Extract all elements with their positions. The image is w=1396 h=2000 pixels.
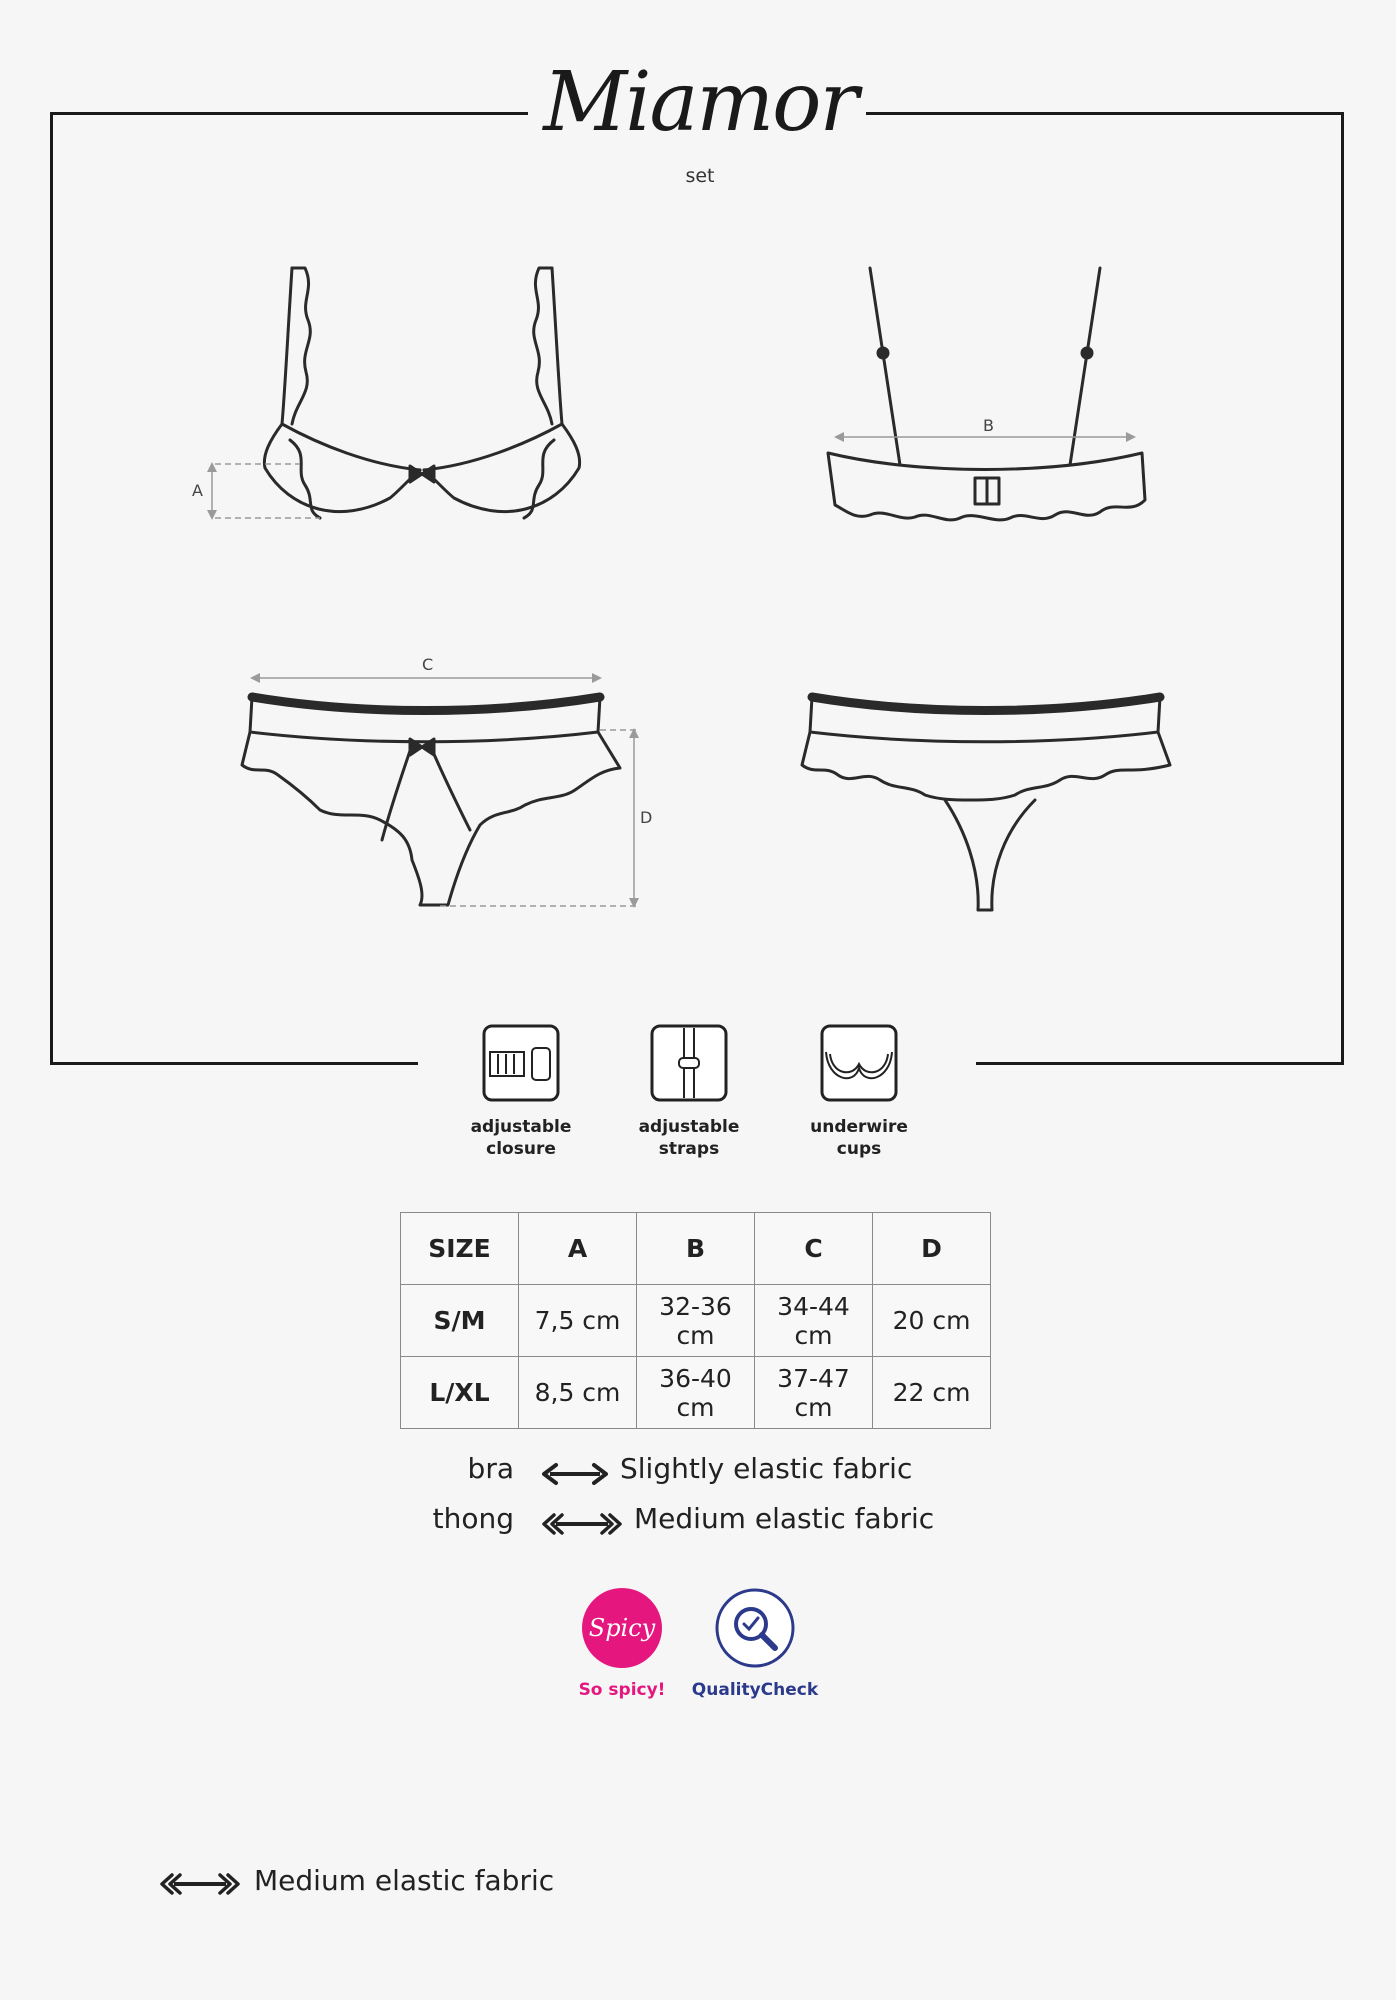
table-header-row [401, 1213, 991, 1285]
table-cell: 34-44 cm [755, 1285, 873, 1357]
table-cell: 7,5 cm [519, 1285, 637, 1357]
table-cell: 8,5 cm [519, 1357, 637, 1429]
table-header: A [519, 1213, 637, 1285]
table-row [401, 1357, 991, 1429]
feature-adjustable-closure [436, 1024, 606, 1160]
frame-bottom-right [976, 1062, 1344, 1065]
feature-underwire-cups [774, 1024, 944, 1160]
table-header: SIZE [401, 1213, 519, 1285]
bra-back-drawing [828, 268, 1145, 520]
table-cell: L/XL [401, 1357, 519, 1429]
dimension-a-label: A [192, 481, 203, 500]
quality-check-icon [715, 1588, 795, 1668]
table-cell: 20 cm [873, 1285, 991, 1357]
table-cell: S/M [401, 1285, 519, 1357]
feature-label: adjustable closure [470, 1117, 572, 1159]
quality-caption: QualityCheck [691, 1680, 819, 1700]
thong-back-drawing [802, 697, 1170, 910]
table-cell: 32-36 cm [637, 1285, 755, 1357]
so-spicy-badge [572, 1588, 672, 1700]
spicy-logo [582, 1588, 662, 1668]
medium-elastic-arrow-icon [542, 1512, 622, 1536]
adjustable-straps-icon [650, 1024, 728, 1102]
slightly-elastic-arrow-icon [542, 1462, 608, 1486]
elasticity-item: thong [432, 1502, 514, 1535]
size-table [400, 1212, 991, 1429]
frame-bottom-left [50, 1062, 418, 1065]
adjustable-closure-icon [482, 1024, 560, 1102]
spicy-caption: So spicy! [578, 1680, 666, 1700]
brand-subtitle: set [685, 165, 715, 187]
thong-front-drawing [242, 697, 620, 905]
legend-desc: Medium elastic fabric [254, 1864, 555, 1897]
table-cell: 36-40 cm [637, 1357, 755, 1429]
table-header: D [873, 1213, 991, 1285]
table-header: B [637, 1213, 755, 1285]
spicy-logo-text: Spicy [588, 1614, 656, 1642]
feature-label: underwire cups [810, 1117, 908, 1159]
quality-check-badge [690, 1588, 820, 1700]
elasticity-desc: Slightly elastic fabric [620, 1452, 913, 1485]
table-cell: 22 cm [873, 1357, 991, 1429]
medium-elastic-arrow-icon [160, 1872, 240, 1896]
table-row [401, 1285, 991, 1357]
brand-logo: Miamor [543, 55, 857, 150]
table-cell: 37-47 cm [755, 1357, 873, 1429]
dimension-b-label: B [983, 416, 994, 435]
elasticity-item: bra [467, 1452, 514, 1485]
dimension-d-label: D [640, 808, 653, 827]
elasticity-desc: Medium elastic fabric [634, 1502, 935, 1535]
bra-front-drawing [264, 268, 579, 518]
dimension-c-label: C [422, 655, 434, 674]
feature-label: adjustable straps [638, 1117, 740, 1159]
underwire-cups-icon [820, 1024, 898, 1102]
table-header: C [755, 1213, 873, 1285]
feature-adjustable-straps [604, 1024, 774, 1160]
